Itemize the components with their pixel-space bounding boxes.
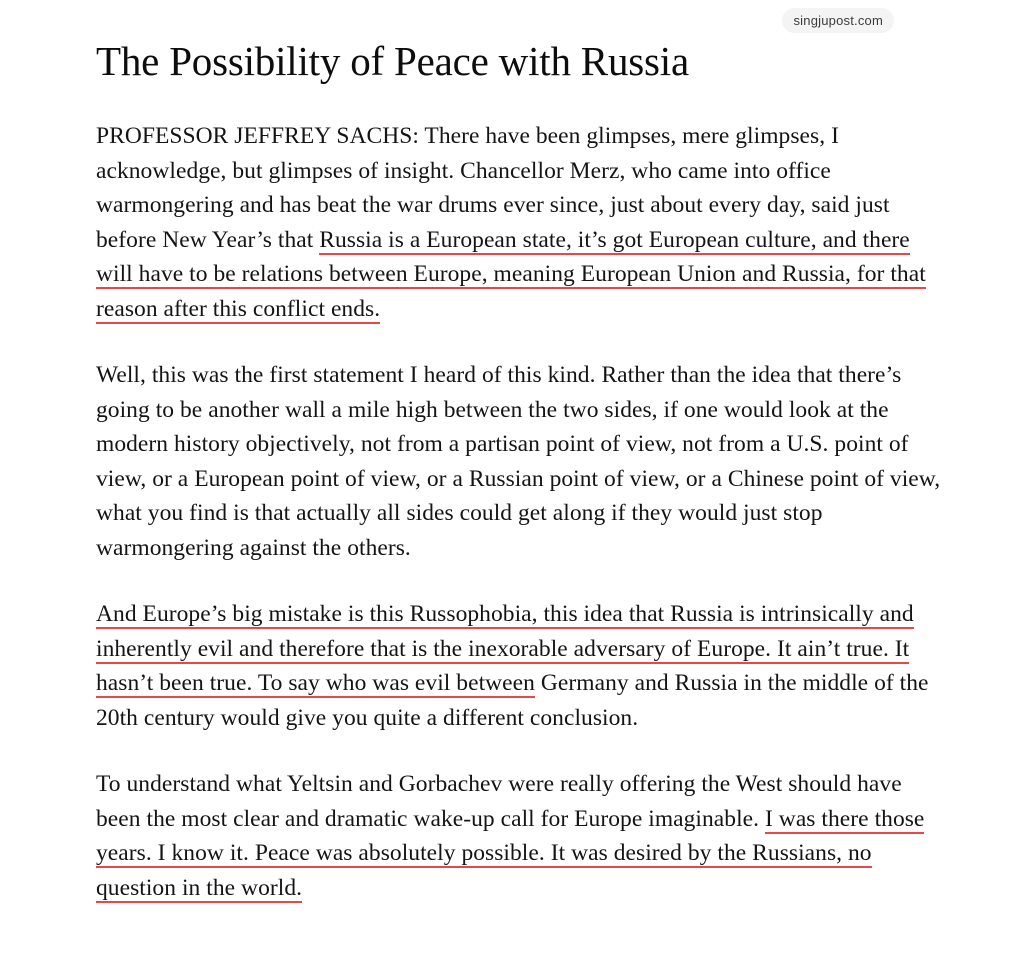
watermark-label: singjupost.com bbox=[793, 13, 883, 28]
paragraph-1 bbox=[96, 119, 950, 326]
paragraph-4 bbox=[96, 767, 950, 905]
highlighted-text-run: Russia is a European state, it’s got European culture, and there will have to be relations between Europe, meaning European Union and Russia, for that reason after this conflict ends. bbox=[96, 226, 926, 322]
paragraph-3 bbox=[96, 597, 950, 735]
text-run: Germany and Russia in the middle of the 20th century would give you quite a different conclusion. bbox=[96, 670, 929, 731]
watermark-badge bbox=[782, 8, 894, 33]
highlighted-text-run: I was there those years. I know it. Peace was absolutely possible. It was desired by the Russians, no question in the world. bbox=[96, 805, 925, 901]
text-run: Well, this was the first statement I heard of this kind. Rather than the idea that there’s going to be another wall a mile high between the two sides, if one would look at the modern history objectively, not from a partisan point of view, not from a U.S. point of view, or a European point of view, or a Russian point of view, or a Chinese point of view, what you find is that actually all sides could get along if they would just stop warmongering against the others. bbox=[96, 362, 941, 561]
text-run: PROFESSOR JEFFREY SACHS: There have been glimpses, mere glimpses, I acknowledge, but glimpses of insight. Chancellor Merz, who came into office warmongering and has beat the war drums ever since, just about every day, said just before New Year’s that bbox=[96, 123, 890, 253]
paragraph-2 bbox=[96, 358, 950, 565]
highlighted-text-run: And Europe’s big mistake is this Russophobia, this idea that Russia is intrinsically and inherently evil and therefore that is the inexorable adversary of Europe. It ain’t true. It hasn’t been true. To say who was evil between bbox=[96, 601, 914, 697]
text-run: To understand what Yeltsin and Gorbachev were really offering the West should have been the most clear and dramatic wake-up call for Europe imaginable. bbox=[96, 771, 902, 832]
page-title: The Possibility of Peace with Russia bbox=[96, 38, 689, 84]
document-body bbox=[96, 119, 950, 905]
